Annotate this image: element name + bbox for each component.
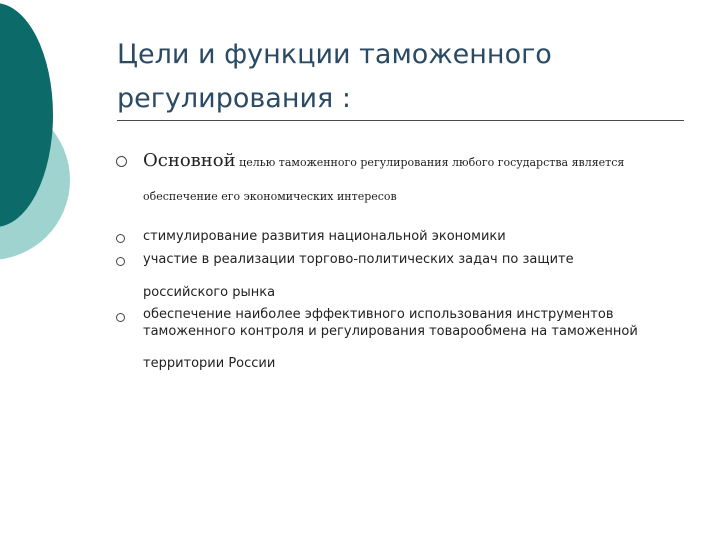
bullet-icon [116,156,127,167]
list-item: обеспечение наиболее эффективного использования инструментов [143,307,614,322]
title-line-2: регулирования : [117,83,351,114]
item-text-continued: территории России [143,356,276,371]
list-item: стимулирование развития национальной экономики [143,229,506,244]
title-divider [117,120,684,121]
item-text-continued: обеспечение его экономических интересов [143,190,397,203]
item-text-continued: российского рынка [143,285,276,300]
item-text: целью таможенного регулирования любого государства является [235,156,625,169]
list-item [143,150,624,171]
item-text-continued: таможенного контроля и регулирования товарообмена на таможенной [143,324,638,339]
title-line-1: Цели и функции таможенного [117,39,552,70]
slide-title [117,33,677,121]
item-lead-word: Основной [143,150,236,171]
decorative-circles [0,0,110,300]
bullet-icon [116,257,125,266]
bullet-icon [116,313,125,322]
bullet-icon [116,234,125,243]
list-item: участие в реализации торгово-политических задач по защите [143,252,574,267]
